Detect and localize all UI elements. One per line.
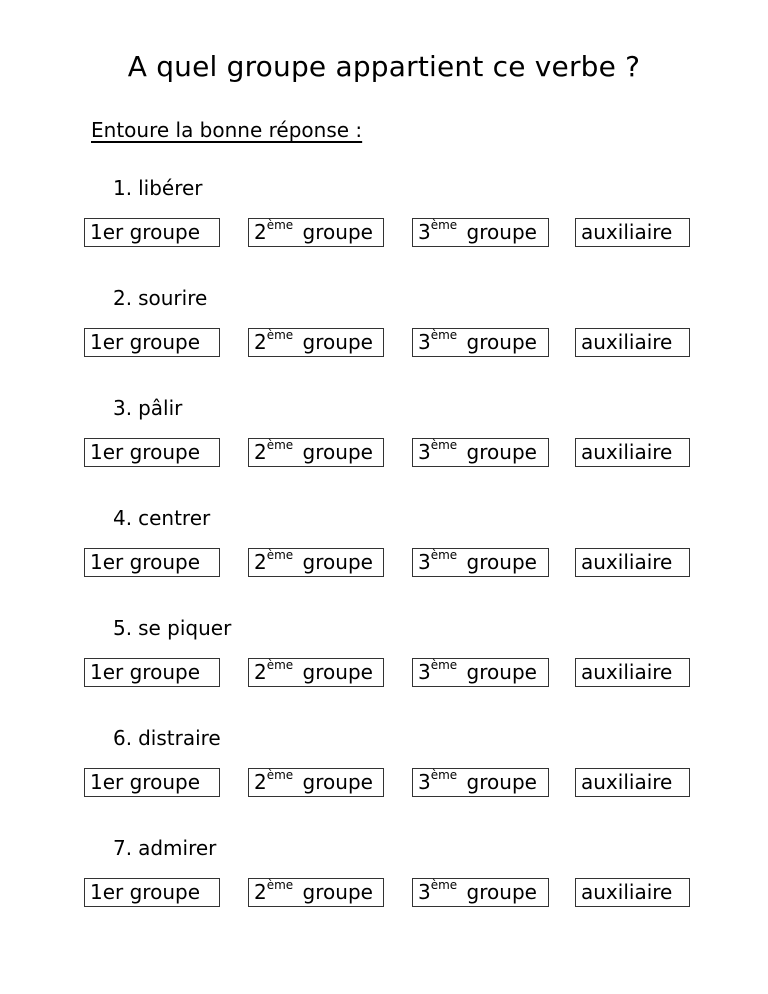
question-number: 4. <box>113 506 133 530</box>
option-1er-groupe[interactable]: 1er groupe <box>84 878 220 907</box>
question-5 <box>0 616 768 726</box>
verb-label <box>113 286 207 310</box>
question-6 <box>0 726 768 836</box>
option-2eme-groupe[interactable]: 2ème groupe <box>248 658 384 687</box>
option-1er-groupe[interactable]: 1er groupe <box>84 548 220 577</box>
verb-label <box>113 616 231 640</box>
verb-text: admirer <box>138 836 217 860</box>
verb-text: distraire <box>138 726 221 750</box>
question-2 <box>0 286 768 396</box>
page-title: A quel groupe appartient ce verbe ? <box>127 50 641 83</box>
option-1er-groupe[interactable]: 1er groupe <box>84 768 220 797</box>
question-number: 6. <box>113 726 133 750</box>
option-2eme-groupe[interactable]: 2ème groupe <box>248 768 384 797</box>
option-1er-groupe[interactable]: 1er groupe <box>84 438 220 467</box>
question-number: 5. <box>113 616 133 640</box>
option-3eme-groupe[interactable]: 3ème groupe <box>412 658 549 687</box>
option-auxiliaire[interactable]: auxiliaire <box>575 658 690 687</box>
option-2eme-groupe[interactable]: 2ème groupe <box>248 878 384 907</box>
question-number: 3. <box>113 396 133 420</box>
question-4 <box>0 506 768 616</box>
option-auxiliaire[interactable]: auxiliaire <box>575 438 690 467</box>
verb-text: centrer <box>138 506 211 530</box>
option-2eme-groupe[interactable]: 2ème groupe <box>248 328 384 357</box>
option-1er-groupe[interactable]: 1er groupe <box>84 328 220 357</box>
option-1er-groupe[interactable]: 1er groupe <box>84 658 220 687</box>
verb-text: se piquer <box>138 616 232 640</box>
option-3eme-groupe[interactable]: 3ème groupe <box>412 328 549 357</box>
option-3eme-groupe[interactable]: 3ème groupe <box>412 218 549 247</box>
instruction: Entoure la bonne réponse : <box>91 118 363 142</box>
verb-text: pâlir <box>138 396 183 420</box>
option-3eme-groupe[interactable]: 3ème groupe <box>412 768 549 797</box>
option-2eme-groupe[interactable]: 2ème groupe <box>248 218 384 247</box>
verb-text: libérer <box>138 176 203 200</box>
question-number: 2. <box>113 286 133 310</box>
option-2eme-groupe[interactable]: 2ème groupe <box>248 438 384 467</box>
verb-label <box>113 506 210 530</box>
verb-text: sourire <box>138 286 208 310</box>
option-1er-groupe[interactable]: 1er groupe <box>84 218 220 247</box>
question-7 <box>0 836 768 946</box>
verb-label <box>113 836 216 860</box>
option-3eme-groupe[interactable]: 3ème groupe <box>412 438 549 467</box>
option-auxiliaire[interactable]: auxiliaire <box>575 768 690 797</box>
question-3 <box>0 396 768 506</box>
question-number: 7. <box>113 836 133 860</box>
question-number: 1. <box>113 176 133 200</box>
option-2eme-groupe[interactable]: 2ème groupe <box>248 548 384 577</box>
question-1 <box>0 176 768 286</box>
option-auxiliaire[interactable]: auxiliaire <box>575 878 690 907</box>
verb-label <box>113 726 221 750</box>
verb-label <box>113 176 203 200</box>
option-auxiliaire[interactable]: auxiliaire <box>575 548 690 577</box>
option-3eme-groupe[interactable]: 3ème groupe <box>412 878 549 907</box>
option-3eme-groupe[interactable]: 3ème groupe <box>412 548 549 577</box>
option-auxiliaire[interactable]: auxiliaire <box>575 218 690 247</box>
option-auxiliaire[interactable]: auxiliaire <box>575 328 690 357</box>
verb-label <box>113 396 182 420</box>
